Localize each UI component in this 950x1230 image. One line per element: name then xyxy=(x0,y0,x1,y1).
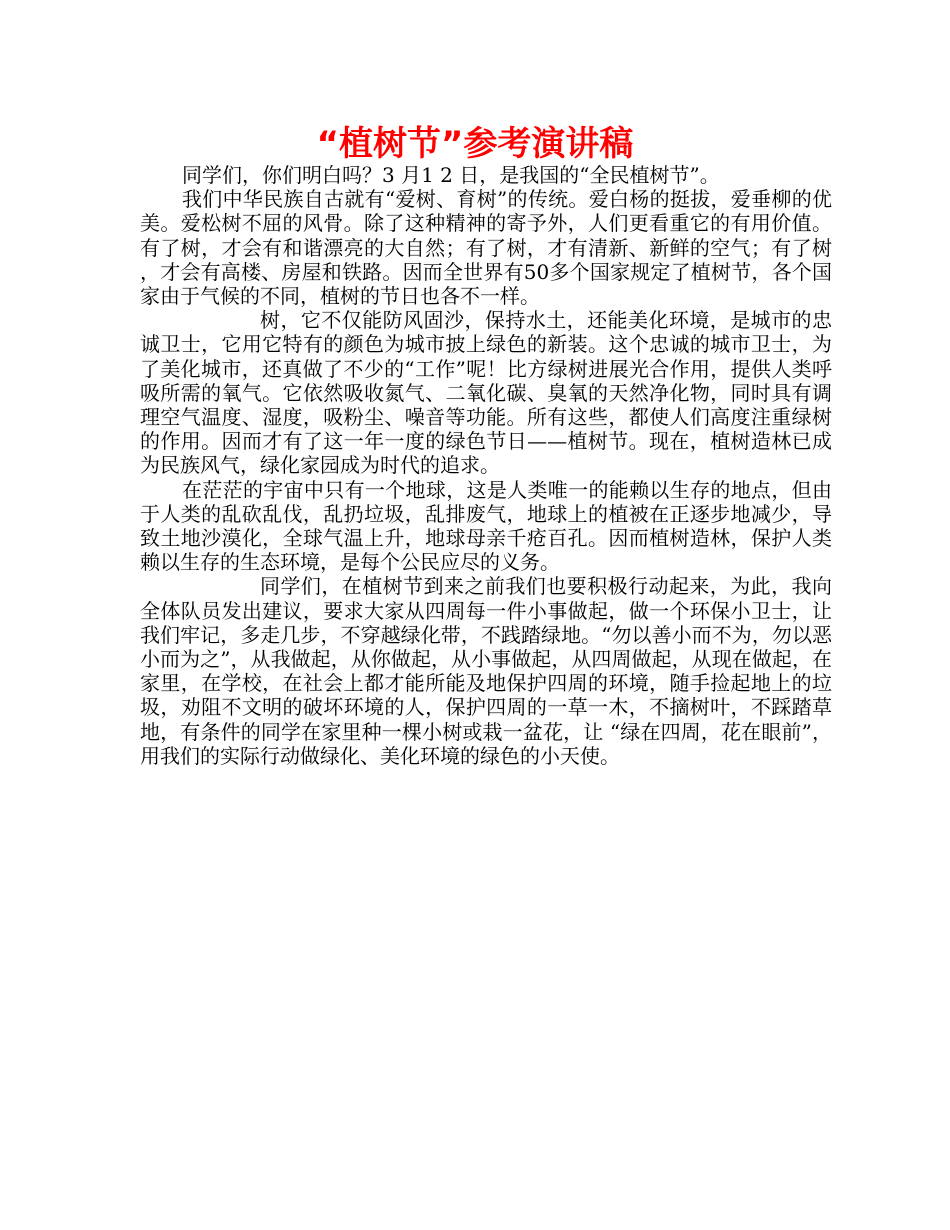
document-title: “植树节”参考演讲稿 xyxy=(316,124,634,164)
paragraph-3: 树，它不仅能防风固沙，保持水土，还能美化环境，是城市的忠诚卫士，它用它特有的颜色为城市披上绿色的新装。这个忠诚的城市卫士，为了美化城市，还真做了不少的“工作”呢！比方绿树进展光合作用，提供人类呼吸所需的氧气。它依然吸收氮气、二氧化碳、臭氧的天然净化物，同时具有调理空气温度、湿度，吸粉尘、噪音等功能。所有这些，都使人们高度注重绿树的作用。因而才有了这一年一度的绿色节日——植树节。现在，植树造林已成为民族风气，绿化家园成为时代的追求。 xyxy=(140,308,832,478)
paragraph-5: 同学们，在植树节到来之前我们也要积极行动起来，为此，我向全体队员发出建议，要求大家从四周每一件小事做起，做一个环保小卫士，让我们牢记，多走几步，不穿越绿化带，不践踏绿地。“勿以善小而不为，勿以恶小而为之”，从我做起，从你做起，从小事做起，从四周做起，从现在做起，在家里，在学校，在社会上都才能所能及地保护四周的环境，随手捡起地上的垃圾，劝阻不文明的破坏环境的人，保护四周的一草一木，不摘树叶，不踩踏草地，有条件的同学在家里种一棵小树或栽一盆花，让 “绿在四周，花在眼前”，用我们的实际行动做绿化、美化环境的绿色的小天使。 xyxy=(140,574,832,768)
document-body xyxy=(140,163,832,768)
paragraph-4: 在茫茫的宇宙中只有一个地球，这是人类唯一的能赖以生存的地点，但由于人类的乱砍乱伐，乱扔垃圾，乱排废气，地球上的植被在正逐步地减少，导致土地沙漠化，全球气温上升，地球母亲千疮百孔。因而植树造林，保护人类赖以生存的生态环境，是每个公民应尽的义务。 xyxy=(140,477,832,575)
paragraph-1: 同学们，你们明白吗？3 月1 2 日，是我国的“全民植树节”。 xyxy=(182,163,720,187)
paragraph-2: 我们中华民族自古就有“爱树、育树”的传统。爱白杨的挺拔，爱垂柳的优美。爱松树不屈的风骨。除了这种精神的寄予外，人们更看重它的有用价值。有了树，才会有和谐漂亮的大自然；有了树，才有清新、新鲜的空气；有了树，才会有高楼、房屋和铁路。因而全世界有50多个国家规定了植树节，各个国家由于气候的不同，植树的节日也各不一样。 xyxy=(140,187,832,309)
